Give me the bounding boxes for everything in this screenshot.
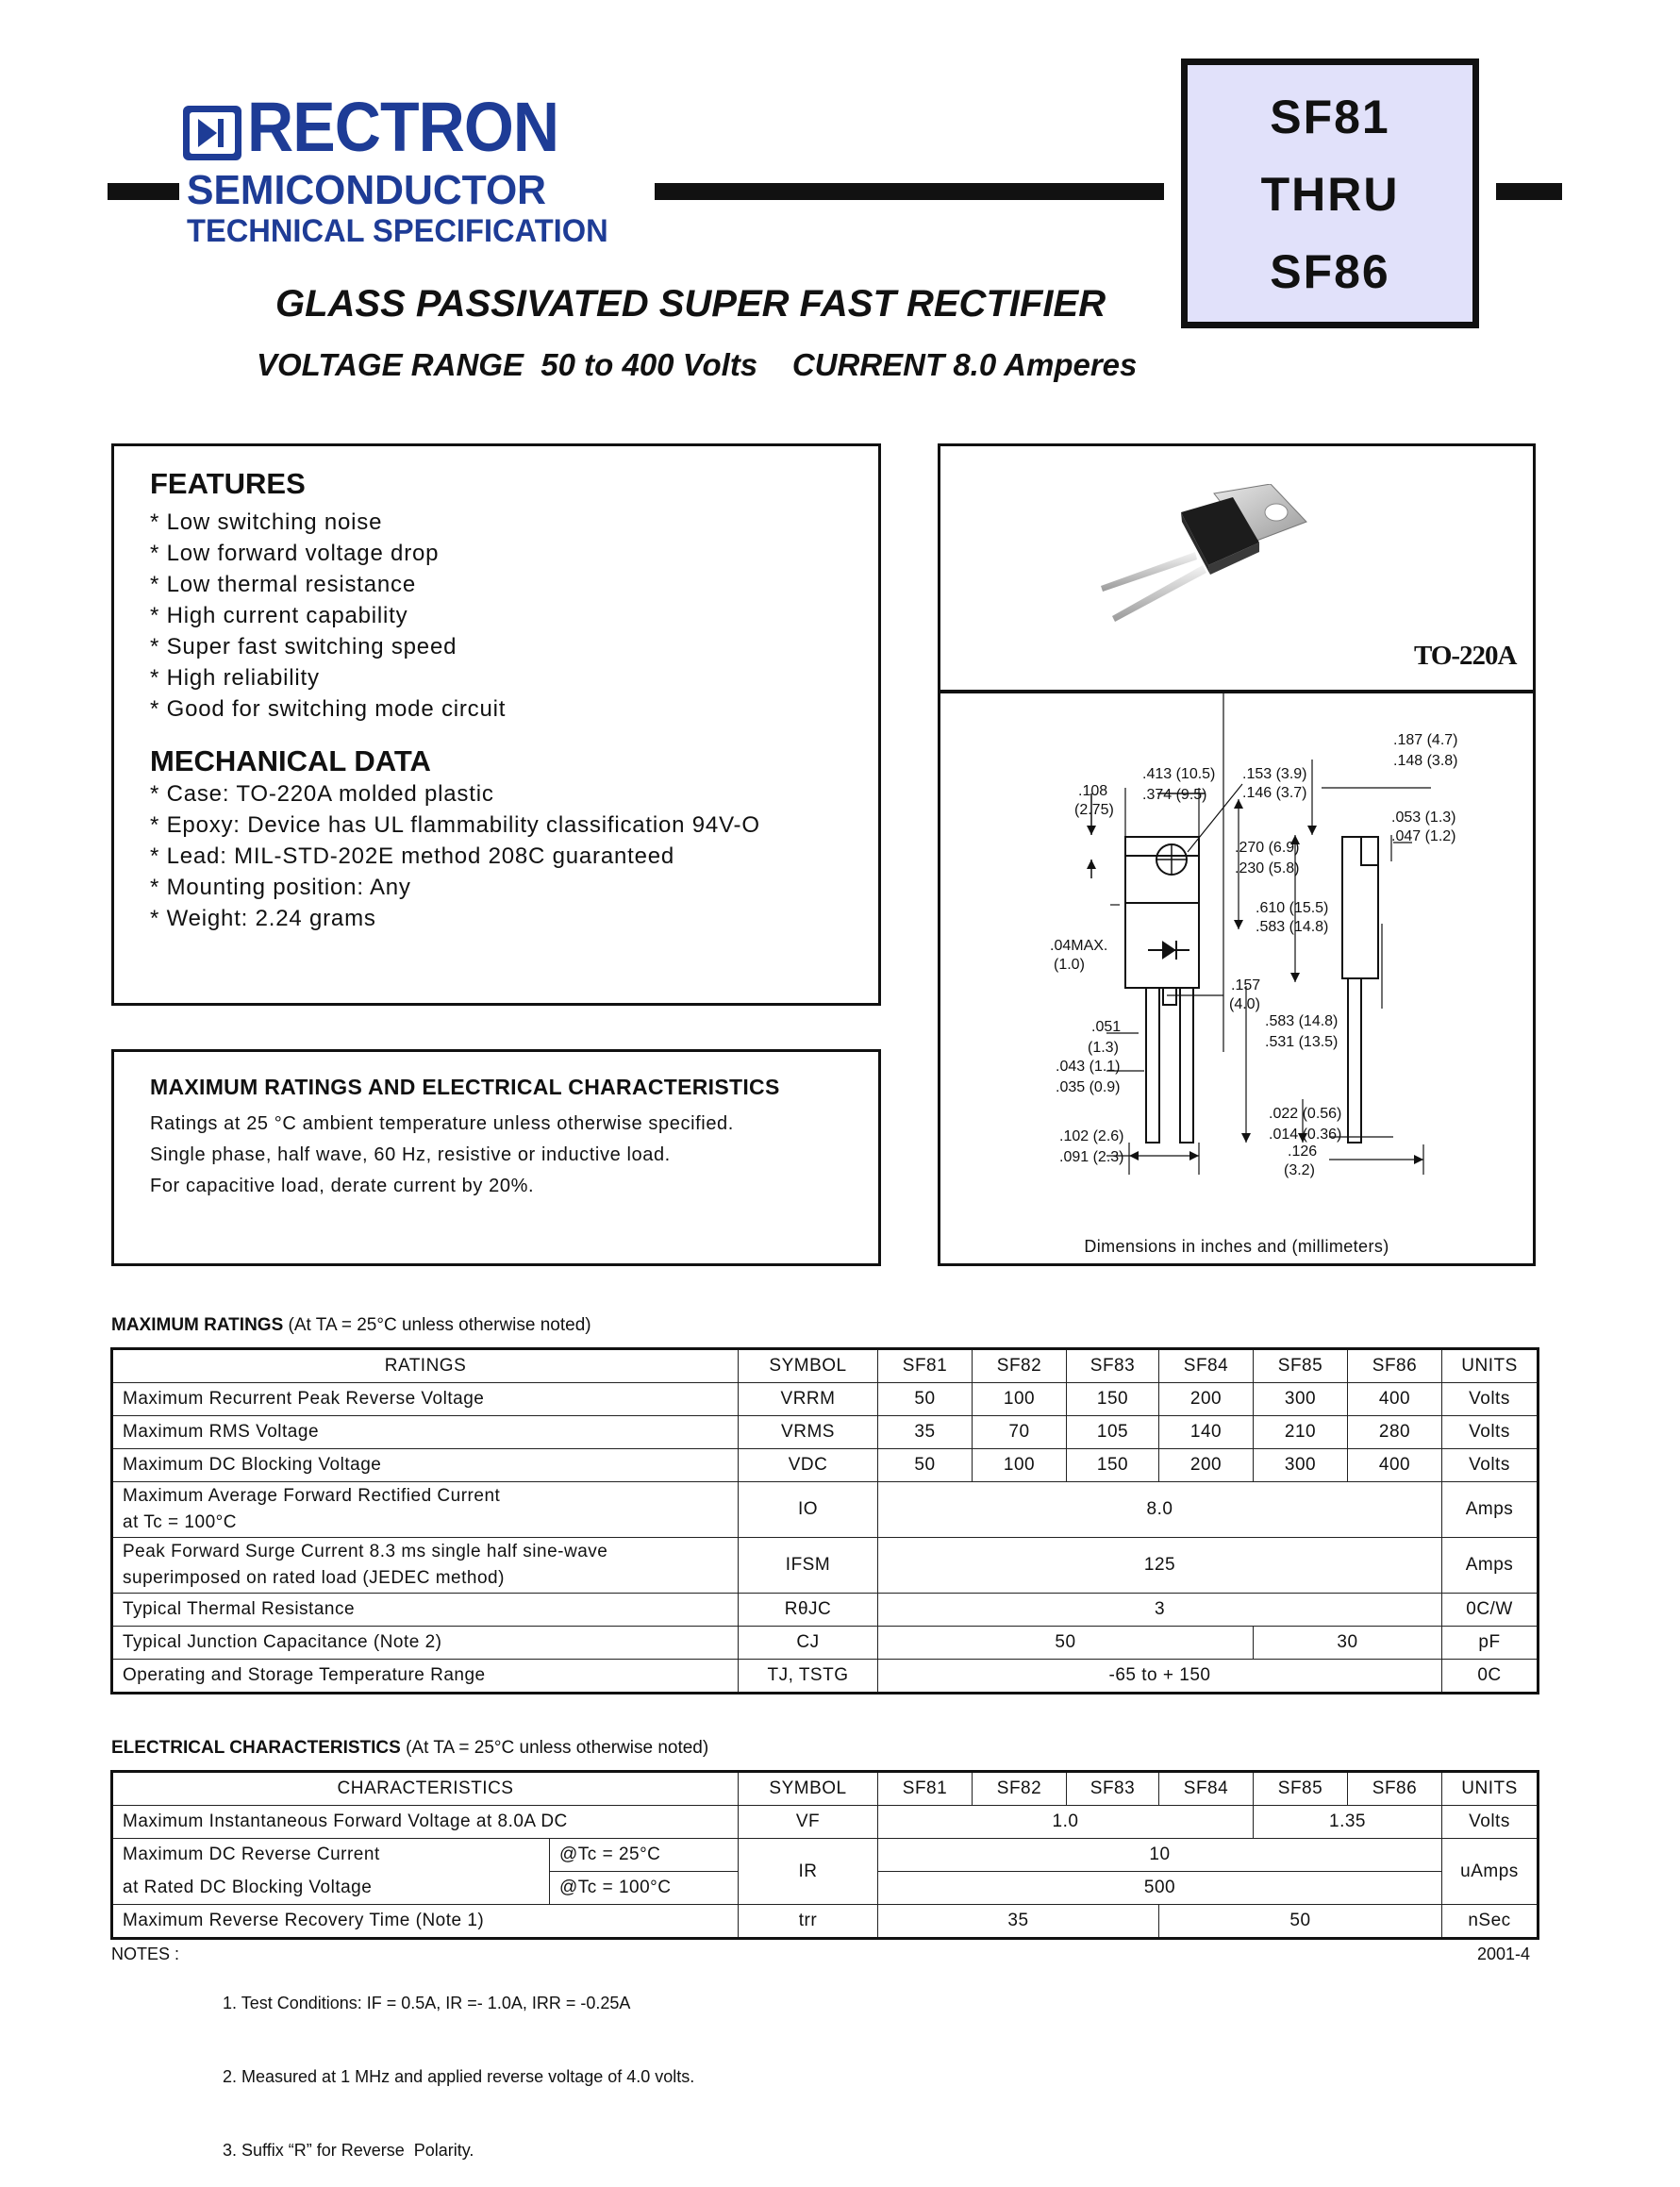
char-condition: @Tc = 100°C <box>550 1872 739 1905</box>
dim-label: .148 (3.8) <box>1393 753 1458 769</box>
feature-item: * Low thermal resistance <box>150 572 416 597</box>
part-thru: THRU <box>1260 168 1400 221</box>
part-first: SF81 <box>1270 91 1390 143</box>
dim-label: .053 (1.3) <box>1391 810 1456 826</box>
dim-label: .187 (4.7) <box>1393 732 1458 748</box>
dim-label: .153 (3.9) <box>1242 766 1307 782</box>
ratings-note-line: Ratings at 25 °C ambient temperature unless otherwise specified. <box>150 1113 734 1134</box>
max-ratings-table <box>110 1347 1539 1695</box>
dim-label: .108 <box>1078 783 1108 799</box>
rating-name: Maximum Recurrent Peak Reverse Voltage <box>112 1383 739 1416</box>
rating-unit: Volts <box>1442 1416 1539 1449</box>
revision-date: 2001-4 <box>1477 1945 1531 1963</box>
dimension-drawing-box <box>938 691 1536 1266</box>
header-cell: SF82 <box>973 1772 1067 1806</box>
header-cell: SF84 <box>1159 1772 1254 1806</box>
features-box <box>111 443 881 1006</box>
rating-name-line: Maximum Average Forward Rectified Current <box>123 1486 501 1506</box>
rating-name: Maximum RMS Voltage <box>112 1416 739 1449</box>
rating-name <box>112 1538 739 1594</box>
ratings-note-line: Single phase, half wave, 60 Hz, resistive or inductive load. <box>150 1144 671 1165</box>
dim-label: .022 (0.56) <box>1269 1106 1342 1122</box>
notes-label: NOTES : <box>111 1945 180 1963</box>
rating-symbol: TJ, TSTG <box>739 1660 878 1694</box>
header-cell: RATINGS <box>112 1349 739 1383</box>
package-name: TO-220A <box>1414 641 1517 671</box>
dim-label: .126 <box>1288 1144 1318 1160</box>
char-unit: nSec <box>1442 1905 1539 1939</box>
header-rule-left <box>108 183 179 200</box>
char-unit: uAmps <box>1442 1839 1539 1905</box>
rating-value: 105 <box>1067 1416 1159 1449</box>
rating-name: Typical Thermal Resistance <box>112 1594 739 1627</box>
mechanical-item: * Weight: 2.24 grams <box>150 906 376 931</box>
char-value: 10 <box>878 1839 1442 1872</box>
rating-name: Typical Junction Capacitance (Note 2) <box>112 1627 739 1660</box>
document-type: TECHNICAL SPECIFICATION <box>187 213 608 249</box>
ratings-note-heading: MAXIMUM RATINGS AND ELECTRICAL CHARACTERISTICS <box>150 1075 780 1099</box>
mechanical-item: * Case: TO-220A molded plastic <box>150 781 494 807</box>
table-row <box>112 1594 1539 1627</box>
dim-label: .035 (0.9) <box>1056 1079 1121 1095</box>
rating-value: 300 <box>1254 1449 1348 1482</box>
table-row <box>112 1482 1539 1538</box>
dim-label: .230 (5.8) <box>1235 860 1300 876</box>
header-rule-middle <box>655 183 1164 200</box>
dim-label: .531 (13.5) <box>1265 1034 1339 1050</box>
char-name: Maximum Reverse Recovery Time (Note 1) <box>112 1905 739 1939</box>
char-value: 500 <box>878 1872 1442 1905</box>
division-name: SEMICONDUCTOR <box>187 167 546 213</box>
rating-value: 150 <box>1067 1449 1159 1482</box>
rating-symbol: IFSM <box>739 1538 878 1594</box>
rating-value: 140 <box>1159 1416 1254 1449</box>
header-rule-right <box>1496 183 1562 200</box>
dim-label: .014 (0.36) <box>1269 1127 1342 1143</box>
header-cell: SF85 <box>1254 1772 1348 1806</box>
rating-value: 125 <box>878 1538 1442 1594</box>
package-photo-box <box>938 443 1536 693</box>
header-cell: UNITS <box>1442 1772 1539 1806</box>
feature-item: * High reliability <box>150 665 320 691</box>
dim-label: .04MAX. <box>1050 938 1108 954</box>
dim-label: .583 (14.8) <box>1256 919 1329 935</box>
dim-label: .051 <box>1091 1019 1122 1035</box>
rating-value: 8.0 <box>878 1482 1442 1538</box>
dim-label: .047 (1.2) <box>1391 828 1456 844</box>
rating-value: 3 <box>878 1594 1442 1627</box>
rating-name <box>112 1482 739 1538</box>
dim-label: .583 (14.8) <box>1265 1013 1339 1029</box>
max-ratings-caption-bold: MAXIMUM RATINGS <box>111 1315 284 1335</box>
char-symbol: trr <box>739 1905 878 1939</box>
dim-label: .270 (6.9) <box>1235 840 1300 856</box>
table-row <box>112 1806 1539 1839</box>
part-number-box <box>1181 58 1479 328</box>
rating-name: Maximum DC Blocking Voltage <box>112 1449 739 1482</box>
mechanical-heading: MECHANICAL DATA <box>150 744 431 777</box>
dimension-labels <box>940 693 1533 1263</box>
part-last: SF86 <box>1270 245 1390 298</box>
char-unit: Volts <box>1442 1806 1539 1839</box>
table-row <box>112 1839 1539 1872</box>
rating-unit: Amps <box>1442 1482 1539 1538</box>
rating-symbol: RθJC <box>739 1594 878 1627</box>
rating-unit: Amps <box>1442 1538 1539 1594</box>
rating-unit: 0C/W <box>1442 1594 1539 1627</box>
note-item: 2. Measured at 1 MHz and applied reverse voltage of 4.0 volts. <box>223 2067 695 2086</box>
dimension-caption: Dimensions in inches and (millimeters) <box>1084 1237 1389 1256</box>
char-name: Maximum Instantaneous Forward Voltage at 8.0A DC <box>112 1806 739 1839</box>
dim-label: .374 (9.5) <box>1142 787 1207 803</box>
max-ratings-caption <box>111 1315 591 1336</box>
dim-label: .102 (2.6) <box>1059 1128 1124 1144</box>
rating-value: 210 <box>1254 1416 1348 1449</box>
document-subtitle: VOLTAGE RANGE 50 to 400 Volts CURRENT 8.0 Amperes <box>257 347 1138 382</box>
mechanical-item: * Mounting position: Any <box>150 875 411 900</box>
ratings-note-lines <box>150 1109 734 1202</box>
feature-item: * Low forward voltage drop <box>150 541 440 566</box>
table-row <box>112 1383 1539 1416</box>
feature-item: * High current capability <box>150 603 408 628</box>
header-cell: UNITS <box>1442 1349 1539 1383</box>
char-value: 50 <box>1159 1905 1442 1939</box>
rectron-logo-icon <box>183 106 241 160</box>
mechanical-list <box>150 778 760 934</box>
header-cell: CHARACTERISTICS <box>112 1772 739 1806</box>
table-header-row <box>112 1349 1539 1383</box>
rating-value: 30 <box>1254 1627 1442 1660</box>
table-row <box>112 1449 1539 1482</box>
rating-value: 300 <box>1254 1383 1348 1416</box>
rating-value: 150 <box>1067 1383 1159 1416</box>
header-cell: SF83 <box>1067 1772 1159 1806</box>
features-heading: FEATURES <box>150 467 306 500</box>
rating-value: 200 <box>1159 1383 1254 1416</box>
dim-label: .413 (10.5) <box>1142 766 1216 782</box>
features-list <box>150 507 506 725</box>
elec-char-caption-bold: ELECTRICAL CHARACTERISTICS <box>111 1738 401 1758</box>
header-cell: SF86 <box>1348 1772 1442 1806</box>
rating-unit: Volts <box>1442 1383 1539 1416</box>
char-symbol: VF <box>739 1806 878 1839</box>
rating-value: 35 <box>878 1416 973 1449</box>
notes-list <box>223 1942 694 2187</box>
dim-label: .043 (1.1) <box>1056 1059 1121 1075</box>
header-cell: SF86 <box>1348 1349 1442 1383</box>
rating-value: 400 <box>1348 1383 1442 1416</box>
dim-label: (4.0) <box>1229 996 1260 1012</box>
table-row <box>112 1538 1539 1594</box>
elec-char-table <box>110 1770 1539 1940</box>
rating-unit: 0C <box>1442 1660 1539 1694</box>
rating-symbol: CJ <box>739 1627 878 1660</box>
header-cell: SYMBOL <box>739 1349 878 1383</box>
feature-item: * Good for switching mode circuit <box>150 696 507 722</box>
header-cell: SYMBOL <box>739 1772 878 1806</box>
feature-item: * Low switching noise <box>150 509 383 535</box>
table-row <box>112 1905 1539 1939</box>
rating-symbol: VRMS <box>739 1416 878 1449</box>
header-cell: SF81 <box>878 1349 973 1383</box>
note-item: 3. Suffix “R” for Reverse Polarity. <box>223 2141 474 2160</box>
rating-symbol: VDC <box>739 1449 878 1482</box>
elec-char-caption <box>111 1738 708 1759</box>
mechanical-item: * Lead: MIL-STD-202E method 208C guaranteed <box>150 843 675 869</box>
dim-label: (3.2) <box>1284 1162 1315 1178</box>
rating-symbol: VRRM <box>739 1383 878 1416</box>
rating-unit: Volts <box>1442 1449 1539 1482</box>
document-title: GLASS PASSIVATED SUPER FAST RECTIFIER <box>275 283 1106 325</box>
rating-value: 70 <box>973 1416 1067 1449</box>
rating-name-line: Peak Forward Surge Current 8.3 ms single half sine-wave <box>123 1542 608 1561</box>
char-value: 1.0 <box>878 1806 1254 1839</box>
elec-char-caption-note: (At TA = 25°C unless otherwise noted) <box>400 1738 709 1758</box>
dim-label: .610 (15.5) <box>1256 900 1329 916</box>
header-cell: SF84 <box>1159 1349 1254 1383</box>
header-cell: SF83 <box>1067 1349 1159 1383</box>
header-cell: SF81 <box>878 1772 973 1806</box>
rating-symbol: IO <box>739 1482 878 1538</box>
rating-name-line: at Tc = 100°C <box>123 1512 237 1532</box>
mechanical-item: * Epoxy: Device has UL flammability classification 94V-O <box>150 812 760 838</box>
table-row <box>112 1660 1539 1694</box>
rating-value: 50 <box>878 1449 973 1482</box>
rating-value: 50 <box>878 1383 973 1416</box>
dim-label: (2.75) <box>1074 802 1114 818</box>
rating-value: 200 <box>1159 1449 1254 1482</box>
note-item: 1. Test Conditions: IF = 0.5A, IR =- 1.0A, IRR = -0.25A <box>223 1994 631 2012</box>
rating-value: -65 to + 150 <box>878 1660 1442 1694</box>
rating-name-line: superimposed on rated load (JEDEC method) <box>123 1568 505 1588</box>
header-cell: SF85 <box>1254 1349 1348 1383</box>
rating-value: 100 <box>973 1449 1067 1482</box>
table-header-row <box>112 1772 1539 1806</box>
char-condition: @Tc = 25°C <box>550 1839 739 1872</box>
brand-name: RECTRON <box>247 88 559 166</box>
rating-value: 400 <box>1348 1449 1442 1482</box>
char-name: at Rated DC Blocking Voltage <box>112 1872 550 1905</box>
rating-name: Operating and Storage Temperature Range <box>112 1660 739 1694</box>
max-ratings-caption-note: (At TA = 25°C unless otherwise noted) <box>283 1315 591 1335</box>
char-value: 35 <box>878 1905 1159 1939</box>
dim-label: .091 (2.3) <box>1059 1149 1124 1165</box>
table-row <box>112 1416 1539 1449</box>
ratings-note-line: For capacitive load, derate current by 20%. <box>150 1176 535 1196</box>
char-value: 1.35 <box>1254 1806 1442 1839</box>
ratings-note-box <box>111 1049 881 1266</box>
rating-value: 50 <box>878 1627 1254 1660</box>
rating-value: 280 <box>1348 1416 1442 1449</box>
dim-label: (1.0) <box>1054 957 1085 973</box>
header-cell: SF82 <box>973 1349 1067 1383</box>
feature-item: * Super fast switching speed <box>150 634 457 659</box>
table-row <box>112 1627 1539 1660</box>
to220-package-icon <box>1091 484 1356 626</box>
char-symbol: IR <box>739 1839 878 1905</box>
dim-label: (1.3) <box>1088 1040 1119 1056</box>
char-name: Maximum DC Reverse Current <box>112 1839 550 1872</box>
rating-value: 100 <box>973 1383 1067 1416</box>
dim-label: .157 <box>1231 977 1261 993</box>
dim-label: .146 (3.7) <box>1242 785 1307 801</box>
rating-unit: pF <box>1442 1627 1539 1660</box>
